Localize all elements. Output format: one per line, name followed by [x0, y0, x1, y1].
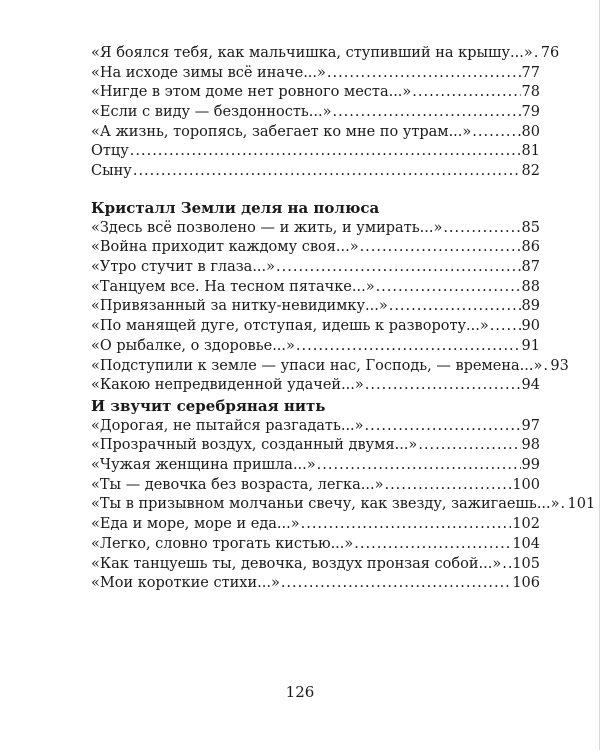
dot-leader: [327, 64, 521, 84]
entry-title: «А жизнь, торопясь, забегает ко мне по утрам...»: [91, 123, 472, 140]
toc-entry: [91, 258, 540, 278]
dot-leader: [376, 278, 521, 298]
entry-page: 81: [521, 143, 540, 160]
toc-section-1: [91, 44, 560, 182]
toc-entry: [91, 162, 540, 182]
entry-title: «Подступили к земле — упаси нас, Господь, — времена...»: [91, 357, 543, 374]
dot-leader: [281, 574, 512, 594]
entry-title: «Как танцуешь ты, девочка, воздух пронзая собой...»: [91, 555, 502, 572]
entry-title: «Утро стучит в глаза...»: [91, 259, 276, 276]
entry-title: «Легко, словно трогать кистью...»: [91, 535, 354, 552]
dot-leader: [418, 436, 520, 456]
entry-page: 85: [521, 219, 540, 236]
entry-page: 90: [521, 318, 540, 335]
dot-leader: [412, 83, 520, 103]
entry-page: 76: [540, 45, 560, 61]
toc-entry: [91, 476, 540, 496]
toc-entry: [91, 495, 596, 515]
entry-page: 101: [567, 496, 596, 513]
dot-leader: [534, 44, 540, 64]
entry-title: «Прозрачный воздух, созданный двумя...»: [91, 437, 418, 454]
toc-entry: [91, 123, 540, 143]
entry-page: 89: [521, 298, 540, 315]
dot-leader: [389, 297, 521, 317]
toc-entry: [91, 535, 540, 555]
dot-leader: [296, 337, 521, 357]
entry-page: 97: [521, 417, 540, 434]
entry-title: «Дорогая, не пытайся разгадать...»: [91, 417, 364, 434]
entry-title: «На исходе зимы всё иначе...»: [91, 64, 326, 81]
dot-leader: [332, 103, 520, 123]
toc-entry: [91, 238, 540, 258]
dot-leader: [276, 258, 521, 278]
section-heading: И звучит серебряная нить: [91, 397, 326, 415]
toc-entry: [91, 219, 540, 239]
entry-title: «О рыбалке, о здоровье...»: [91, 337, 295, 354]
entry-title: «Ты в призывном молчаньи свечу, как звезду, зажигаешь...»: [91, 496, 560, 513]
entry-title: «Привязанный за нитку-невидимку...»: [91, 298, 388, 315]
entry-title: Сыну: [91, 163, 132, 180]
entry-title: «Здесь всё позволено — и жить, и умирать...»: [91, 219, 443, 236]
entry-page: 98: [521, 437, 540, 454]
entry-title: «Танцуем все. На тесном пятачке...»: [91, 278, 375, 295]
dot-leader: [360, 238, 521, 258]
dot-leader: [384, 476, 511, 496]
dot-leader: [354, 535, 511, 555]
toc-entry: [91, 456, 540, 476]
dot-leader: [443, 219, 520, 239]
entry-page: 77: [521, 64, 540, 81]
toc-entry: [91, 376, 540, 396]
entry-page: 88: [521, 278, 540, 295]
toc-entry: [91, 417, 540, 437]
toc-entry: [91, 317, 540, 337]
dot-leader: [133, 162, 521, 182]
page-number: 126: [285, 683, 315, 701]
dot-leader: [365, 376, 521, 396]
dot-leader: [130, 142, 521, 162]
dot-leader: [561, 495, 567, 515]
toc-entry: [91, 436, 540, 456]
dot-leader: [472, 123, 520, 143]
toc-section-3: [91, 397, 596, 594]
dot-leader: [317, 456, 521, 476]
toc-entry: [91, 515, 540, 535]
dot-leader: [502, 555, 511, 575]
entry-title: «Какою непредвиденной удачей...»: [91, 377, 364, 394]
entry-page: 102: [512, 516, 540, 533]
toc-entry: [91, 83, 540, 103]
entry-title: «Ты — девочка без возраста, легка...»: [91, 476, 384, 493]
entry-page: 100: [512, 476, 540, 493]
toc-entry: [91, 574, 540, 594]
entry-page: 105: [512, 555, 540, 572]
entry-page: 104: [512, 535, 540, 552]
dot-leader: [301, 515, 512, 535]
entry-page: 82: [521, 163, 540, 180]
dot-leader: [365, 417, 521, 437]
toc-entry: [91, 44, 560, 64]
section-heading: Кристалл Земли деля на полюса: [91, 199, 380, 217]
toc-entry: [91, 357, 569, 377]
dot-leader: [543, 357, 549, 377]
toc-entry: [91, 64, 540, 84]
entry-page: 91: [521, 337, 540, 354]
entry-page: 79: [521, 104, 540, 121]
entry-page: 94: [521, 377, 540, 394]
toc-entry: [91, 337, 540, 357]
entry-page: 93: [550, 357, 569, 374]
entry-page: 86: [521, 239, 540, 256]
entry-page: 99: [521, 457, 540, 474]
dot-leader: [490, 317, 521, 337]
entry-title: «По манящей дуге, отступая, идешь к развороту...»: [91, 318, 489, 335]
toc-entry: [91, 555, 540, 575]
entry-title: «Чужая женщина пришла...»: [91, 457, 316, 474]
entry-title: «Я боялся тебя, как мальчишка, ступивший на крышу...»: [91, 45, 533, 61]
entry-page: 87: [521, 259, 540, 276]
toc-entry: [91, 142, 540, 162]
toc-entry: [91, 278, 540, 298]
entry-title: Отцу: [91, 143, 129, 160]
toc-entry: [91, 297, 540, 317]
toc-entry: [91, 103, 540, 123]
entry-title: «Нигде в этом доме нет ровного места...»: [91, 84, 412, 101]
entry-title: «Война приходит каждому своя...»: [91, 239, 359, 256]
entry-page: 78: [521, 84, 540, 101]
entry-title: «Еда и море, море и еда...»: [91, 516, 300, 533]
entry-title: «Мои короткие стихи...»: [91, 575, 280, 592]
entry-page: 80: [521, 123, 540, 140]
entry-page: 106: [512, 575, 540, 592]
entry-title: «Если с виду — бездонность...»: [91, 104, 332, 121]
toc-section-2: [91, 199, 569, 396]
